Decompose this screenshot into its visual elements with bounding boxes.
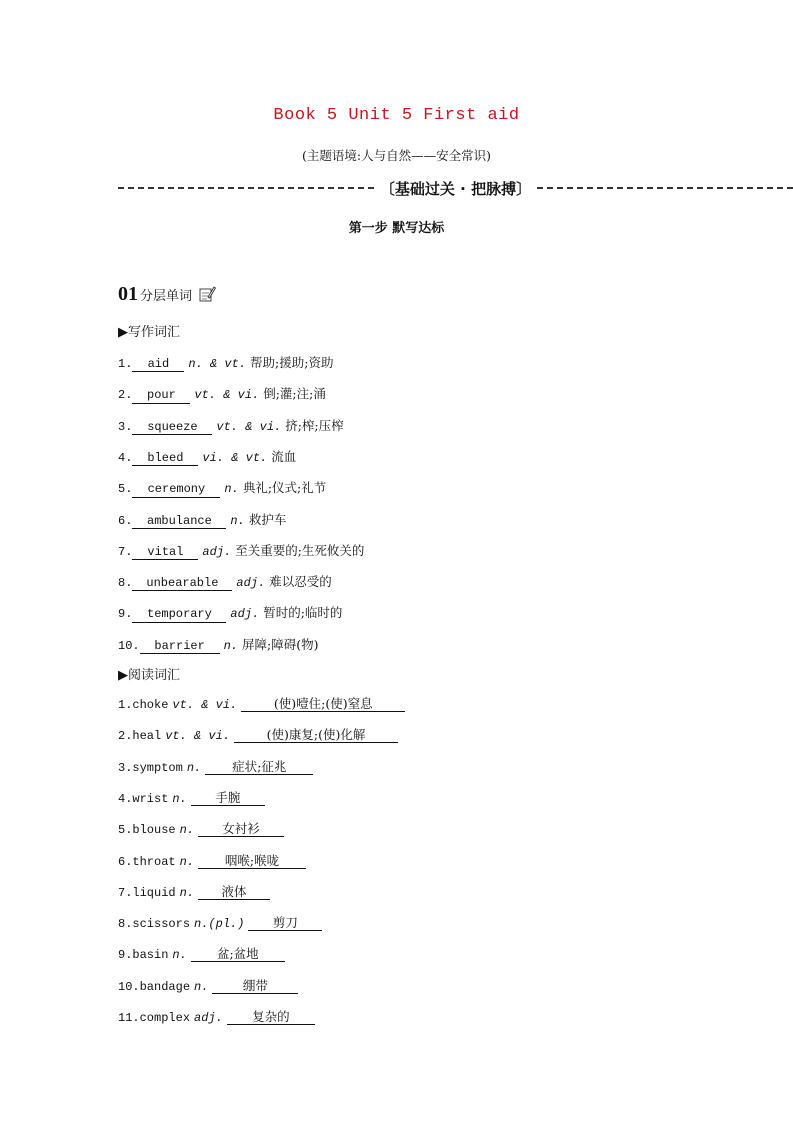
- answer-blank: ceremony: [132, 482, 220, 497]
- answer-blank: ambulance: [132, 514, 226, 529]
- part-of-speech: n.: [179, 854, 195, 869]
- reading-item: [118, 727, 398, 743]
- writing-item: [118, 510, 286, 529]
- answer-blank: aid: [132, 357, 184, 372]
- reading-item: [118, 759, 313, 775]
- part-of-speech: vi. & vt.: [202, 450, 268, 465]
- answer-blank: barrier: [140, 639, 220, 654]
- writing-item: [118, 447, 296, 466]
- banner-dash-left: [118, 187, 374, 189]
- item-number: 2.: [118, 388, 133, 403]
- vocab-word: liquid: [132, 885, 176, 900]
- definition: 难以忍受的: [269, 574, 332, 590]
- part-of-speech: adj.: [230, 607, 260, 622]
- writing-item: [118, 572, 332, 591]
- reading-item: [118, 946, 285, 962]
- answer-blank: 女衬衫: [198, 821, 284, 837]
- definition: 屏障;障碍(物): [242, 636, 319, 652]
- vocab-word: blouse: [132, 823, 176, 838]
- part-of-speech: n.: [186, 760, 202, 775]
- part-of-speech: n.: [172, 948, 187, 963]
- answer-blank: 手腕: [191, 790, 265, 806]
- definition: 救护车: [248, 511, 287, 527]
- part-of-speech: n.: [172, 791, 187, 806]
- item-number: 5.: [118, 823, 133, 838]
- part-of-speech: n.: [224, 482, 239, 497]
- theme-context: (主题语境:人与自然——安全常识): [302, 148, 491, 163]
- banner-dash-right: [537, 187, 793, 189]
- section-number: 01: [118, 283, 138, 305]
- answer-blank: 盆;盆地: [191, 946, 285, 962]
- banner-text: 〔基础过关 · 把脉搏〕: [379, 179, 532, 198]
- answer-blank: 液体: [198, 884, 270, 900]
- vocab-word: basin: [132, 948, 169, 963]
- item-number: 8.: [118, 576, 133, 591]
- answer-blank: bleed: [132, 451, 198, 466]
- part-of-speech: n.(pl.): [194, 917, 245, 932]
- part-of-speech: n.: [179, 823, 195, 838]
- part-of-speech: n.: [223, 638, 239, 653]
- part-of-speech: vt. & vi.: [194, 388, 260, 403]
- pencil-note-icon: [198, 285, 216, 303]
- item-number: 7.: [118, 885, 133, 900]
- part-of-speech: n.: [194, 979, 209, 994]
- answer-blank: temporary: [132, 607, 226, 622]
- vocab-word: symptom: [132, 760, 183, 775]
- item-number: 1.: [118, 698, 133, 712]
- writing-item: [118, 541, 364, 560]
- step-title: 第一步 默写达标: [348, 221, 445, 236]
- part-of-speech: adj.: [202, 544, 232, 559]
- item-number: 7.: [118, 544, 133, 559]
- item-number: 4.: [118, 450, 133, 465]
- item-number: 9.: [118, 948, 133, 963]
- vocab-word: wrist: [132, 791, 169, 806]
- definition: 典礼;仪式;礼节: [242, 480, 327, 496]
- reading-item: [118, 884, 270, 900]
- item-number: 8.: [118, 917, 133, 932]
- vocab-word: bandage: [139, 979, 191, 994]
- writing-item: [118, 353, 333, 372]
- vocab-word: scissors: [132, 917, 191, 932]
- section-heading: [118, 282, 216, 306]
- reading-item: [118, 821, 284, 837]
- item-number: 3.: [118, 760, 133, 775]
- part-of-speech: vt. & vi.: [216, 419, 282, 434]
- part-of-speech: vt. & vi.: [165, 729, 231, 744]
- reading-item: [118, 1009, 315, 1025]
- writing-item: [118, 603, 342, 622]
- section-label: 分层单词: [140, 289, 193, 304]
- part-of-speech: adj.: [194, 1011, 223, 1025]
- writing-item: [118, 635, 318, 654]
- vocab-word: heal: [132, 729, 162, 744]
- vocab-word: choke: [132, 698, 169, 712]
- reading-item: [118, 978, 298, 994]
- answer-blank: squeeze: [132, 420, 212, 435]
- page-title: Book 5 Unit 5 First aid: [273, 106, 520, 125]
- item-number: 10.: [118, 979, 140, 994]
- answer-blank: 剪刀: [248, 915, 322, 931]
- answer-blank: pour: [132, 388, 190, 403]
- item-number: 6.: [118, 513, 133, 528]
- answer-blank: 绷带: [212, 978, 298, 994]
- part-of-speech: adj.: [236, 576, 266, 591]
- section-banner: [118, 174, 793, 202]
- item-number: 6.: [118, 854, 133, 869]
- item-number: 2.: [118, 729, 133, 744]
- writing-item: [118, 478, 326, 497]
- vocab-word: throat: [132, 854, 176, 869]
- definition: 挤;榨;压榨: [285, 417, 344, 433]
- answer-blank: (使)噎住;(使)窒息: [241, 696, 405, 712]
- item-number: 11.: [118, 1011, 140, 1025]
- reading-item: [118, 853, 306, 869]
- vocab-word: complex: [139, 1011, 191, 1025]
- reading-item: [118, 915, 322, 931]
- item-number: 3.: [118, 419, 133, 434]
- reading-item: [118, 696, 405, 712]
- answer-blank: 复杂的: [227, 1009, 315, 1025]
- writing-item: [118, 416, 344, 435]
- item-number: 4.: [118, 791, 133, 806]
- part-of-speech: n. & vt.: [188, 357, 247, 371]
- writing-heading: ▶写作词汇: [118, 325, 180, 340]
- reading-item: [118, 790, 265, 806]
- item-number: 5.: [118, 482, 133, 497]
- answer-blank: 咽喉;喉咙: [198, 853, 306, 869]
- definition: 暂时的;临时的: [263, 605, 343, 621]
- item-number: 10.: [118, 638, 140, 653]
- answer-blank: (使)康复;(使)化解: [234, 727, 398, 743]
- definition: 流血: [271, 448, 297, 464]
- definition: 倒;灌;注;涌: [263, 386, 326, 402]
- answer-blank: vital: [132, 545, 198, 560]
- answer-blank: unbearable: [132, 576, 232, 591]
- item-number: 1.: [118, 357, 133, 371]
- part-of-speech: n.: [230, 513, 245, 528]
- part-of-speech: vt. & vi.: [172, 698, 238, 712]
- part-of-speech: n.: [179, 885, 195, 900]
- definition: 至关重要的;生死攸关的: [235, 542, 365, 558]
- writing-item: [118, 384, 326, 403]
- definition: 帮助;援助;资助: [250, 355, 334, 370]
- item-number: 9.: [118, 607, 133, 622]
- reading-heading: ▶阅读词汇: [118, 668, 180, 683]
- answer-blank: 症状;征兆: [205, 759, 313, 775]
